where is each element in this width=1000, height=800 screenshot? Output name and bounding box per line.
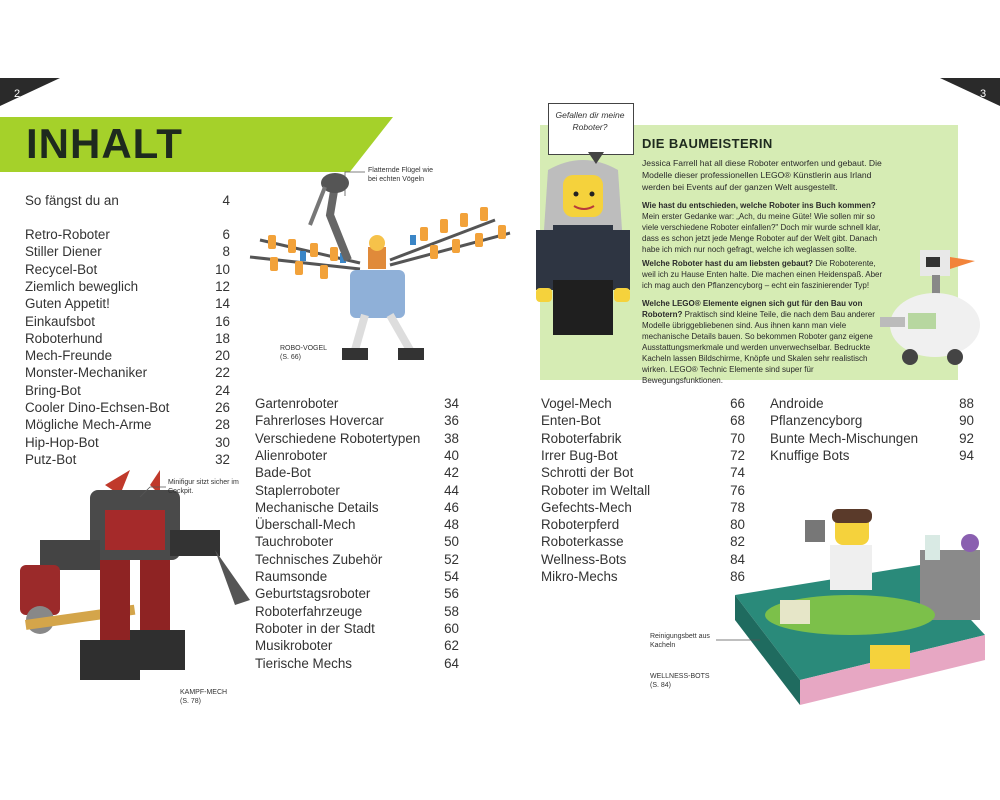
toc-entry-title: Verschiedene Robotertypen <box>255 430 421 446</box>
toc-entry-page: 8 <box>222 244 230 260</box>
toc-entry-title: Schrotti der Bot <box>541 465 634 481</box>
toc-entry-title: Androide <box>770 396 824 411</box>
toc-entry-page: 74 <box>730 465 745 481</box>
toc-entry-title: Gefechts-Mech <box>541 499 632 515</box>
question-3: Welche LEGO® Elemente eignen sich gut für den Bau von Robotern? <box>642 299 863 319</box>
toc-entry-page: 30 <box>215 434 230 450</box>
toc-entry-page: 38 <box>444 430 459 446</box>
toc-entry-page: 66 <box>730 396 745 411</box>
toc-entry-page: 88 <box>959 396 974 411</box>
toc-entry-title: Guten Appetit! <box>25 296 110 312</box>
toc-entry-title: Mikro-Mechs <box>541 569 618 584</box>
toc-entry-title: Mechanische Details <box>255 499 379 515</box>
toc-entry-title: Roboterfabrik <box>541 430 622 446</box>
toc-entry-title: Musikroboter <box>255 638 333 654</box>
toc-entry-title: Technisches Zubehör <box>255 551 383 567</box>
robo-vogel-note: Flatternde Flügel wie bei echten Vögeln <box>368 167 433 183</box>
toc-entry-title: Roboter in der Stadt <box>255 620 375 636</box>
toc-entry-title: Hip-Hop-Bot <box>25 434 99 450</box>
robo-vogel-label: ROBO-VOGEL <box>280 345 328 352</box>
toc-entry-page: 6 <box>222 227 230 242</box>
toc-entry-title: Bring-Bot <box>25 382 81 398</box>
toc-entry-title: Fahrerloses Hovercar <box>255 413 384 429</box>
toc-entry-page: 80 <box>730 517 745 533</box>
toc-entry-title: Einkaufsbot <box>25 313 95 329</box>
toc-entry-page: 58 <box>444 603 459 619</box>
toc-entry-page: 82 <box>730 534 745 550</box>
toc-entry-title: Alienroboter <box>255 447 328 463</box>
page-title: INHALT <box>26 120 183 167</box>
toc-entry-page: 76 <box>730 482 745 498</box>
toc-entry-page: 18 <box>215 330 230 346</box>
toc-entry-title: Cooler Dino-Echsen-Bot <box>25 400 170 415</box>
toc-entry-title: Überschall-Mech <box>255 517 356 533</box>
toc-entry-page: 14 <box>215 296 230 312</box>
toc-entry-page: 34 <box>444 396 459 411</box>
toc-entry-title: Ziemlich beweglich <box>25 278 139 294</box>
toc-entry-page: 72 <box>730 447 745 463</box>
toc-entry-title: Irrer Bug-Bot <box>541 447 618 463</box>
wellness-note: Reinigungsbett aus Kacheln <box>650 633 710 649</box>
toc-entry-page: 90 <box>959 413 974 429</box>
toc-entry-title: Tierische Mechs <box>255 655 352 671</box>
toc-entry-page: 94 <box>959 447 974 463</box>
toc-entry-title: Staplerroboter <box>255 482 340 498</box>
question-2: Welche Roboter hast du am liebsten gebaut? <box>642 259 813 268</box>
answer-1: Mein erster Gedanke war: „Ach, du meine Güte! Wie sollen mir so viele verschiedene Roboter einfallen?" Doch mir wurde schnell klar, dass es schon jetzt jede Menge Roboter auf der Welt gibt. Danach habe ich mich nur noch gefragt, welche ich weglassen sollte. <box>642 212 881 254</box>
toc-entry-page: 46 <box>444 499 459 515</box>
answer-3: Praktisch sind kleine Teile, die nach dem Bau anderer Modelle übriggebliebenen sind. Aus ihnen kann man viele mechanische Details bauen. So bekommen Roboter ganz eigene Ausstattungsmerkmale und werden unverwechselbar. Bedruckte Kacheln lassen Bildschirme, Knöpfe und Skalen sehr realistisch wirken. LEGO® Technic Elemente sind super für Bewegungsfunktionen. <box>642 310 875 385</box>
toc-entry-page: 78 <box>730 499 745 515</box>
toc-entry-title: Retro-Roboter <box>25 227 110 242</box>
toc-entry-page: 28 <box>215 417 230 433</box>
toc-entry-page: 64 <box>444 655 459 671</box>
toc-entry-page: 44 <box>444 482 459 498</box>
toc-entry-page: 52 <box>444 551 459 567</box>
toc-entry-title: Mögliche Mech-Arme <box>25 417 152 433</box>
left-page-number: 2 <box>14 88 21 100</box>
toc-entry-page: 70 <box>730 430 745 446</box>
toc-entry-title: Mech-Freunde <box>25 348 113 364</box>
robo-vogel-page: (S. 66) <box>280 354 302 361</box>
toc-entry-title: Recycel-Bot <box>25 261 98 277</box>
toc-entry-title: Roboterpferd <box>541 517 620 533</box>
question-1: Wie hast du entschieden, welche Roboter ins Buch kommen? <box>642 201 876 210</box>
toc-entry-page: 56 <box>444 586 459 602</box>
toc-entry-page: 24 <box>215 382 230 398</box>
toc-entry-page: 40 <box>444 447 459 463</box>
toc-entry-title: Pflanzencyborg <box>770 413 863 429</box>
toc-entry-title: Bunte Mech-Mischungen <box>770 430 919 446</box>
toc-entry-title: Vogel-Mech <box>541 396 612 411</box>
toc-entry-page: 26 <box>215 400 230 415</box>
speech-bubble-text: Gefallen dir meine Roboter? <box>555 110 625 132</box>
toc-entry-page: 92 <box>959 430 974 446</box>
toc-entry-title: Stiller Diener <box>25 244 102 260</box>
toc-entry-page: 36 <box>444 413 459 429</box>
toc-entry-page: 50 <box>444 534 459 550</box>
answer-2: Die Roboterente, weil ich zu Hause Enten halte. Die machen einen Heidenspaß. Aber ich mag auch den Pflanzencyborg – echt ein faszinierender Typ! <box>642 259 883 290</box>
right-page-number: 3 <box>980 88 987 100</box>
builder-intro: Jessica Farrell hat all diese Roboter entworfen und gebaut. Die Modelle dieser professionellen LEGO® Künstlerin aus Irland werden bei Events auf der ganzen Welt ausgestellt. <box>642 158 882 192</box>
toc-entry-page: 42 <box>444 465 459 481</box>
toc-entry-page: 62 <box>444 638 459 654</box>
toc-entry-title: Tauchroboter <box>255 534 334 550</box>
toc-entry-title: Wellness-Bots <box>541 551 627 567</box>
toc-entry-title: Bade-Bot <box>255 465 311 481</box>
kampf-mech-page: (S. 78) <box>180 698 202 705</box>
toc-entry-page: 68 <box>730 413 745 429</box>
toc-entry-title: Roboter im Weltall <box>541 482 651 498</box>
toc-entry-title: Enten-Bot <box>541 413 601 429</box>
builder-title: DIE BAUMEISTERIN <box>642 136 773 151</box>
toc-entry-page: 4 <box>222 193 230 208</box>
toc-entry-title: So fängst du an <box>25 193 119 208</box>
toc-entry-title: Knuffige Bots <box>770 447 850 463</box>
wellness-page: (S. 84) <box>650 682 672 689</box>
toc-entry-page: 84 <box>730 551 745 567</box>
toc-entry-title: Roboterhund <box>25 330 103 346</box>
kampf-mech-label: KAMPF-MECH <box>180 689 228 696</box>
toc-entry-title: Geburtstagsroboter <box>255 586 371 602</box>
toc-entry-page: 16 <box>215 313 230 329</box>
toc-entry-title: Roboterkasse <box>541 534 624 550</box>
toc-entry-title: Gartenroboter <box>255 396 339 411</box>
toc-entry-page: 32 <box>215 451 230 467</box>
toc-entry-title: Raumsonde <box>255 569 328 584</box>
toc-entry-page: 12 <box>215 278 230 294</box>
toc-entry-page: 86 <box>730 569 745 584</box>
toc-entry-title: Monster-Mechaniker <box>25 365 148 381</box>
kampf-mech-note: Minifigur sitzt sicher im Cockpit. <box>168 479 239 495</box>
toc-entry-page: 54 <box>444 569 459 584</box>
toc-entry-page: 10 <box>215 261 230 277</box>
wellness-label: WELLNESS-BOTS <box>650 673 710 680</box>
toc-entry-page: 48 <box>444 517 459 533</box>
toc-entry-title: Roboterfahrzeuge <box>255 603 363 619</box>
toc-entry-title: Putz-Bot <box>25 451 77 467</box>
toc-entry-page: 22 <box>215 365 230 381</box>
toc-entry-page: 60 <box>444 620 459 636</box>
toc-entry-page: 20 <box>215 348 230 364</box>
